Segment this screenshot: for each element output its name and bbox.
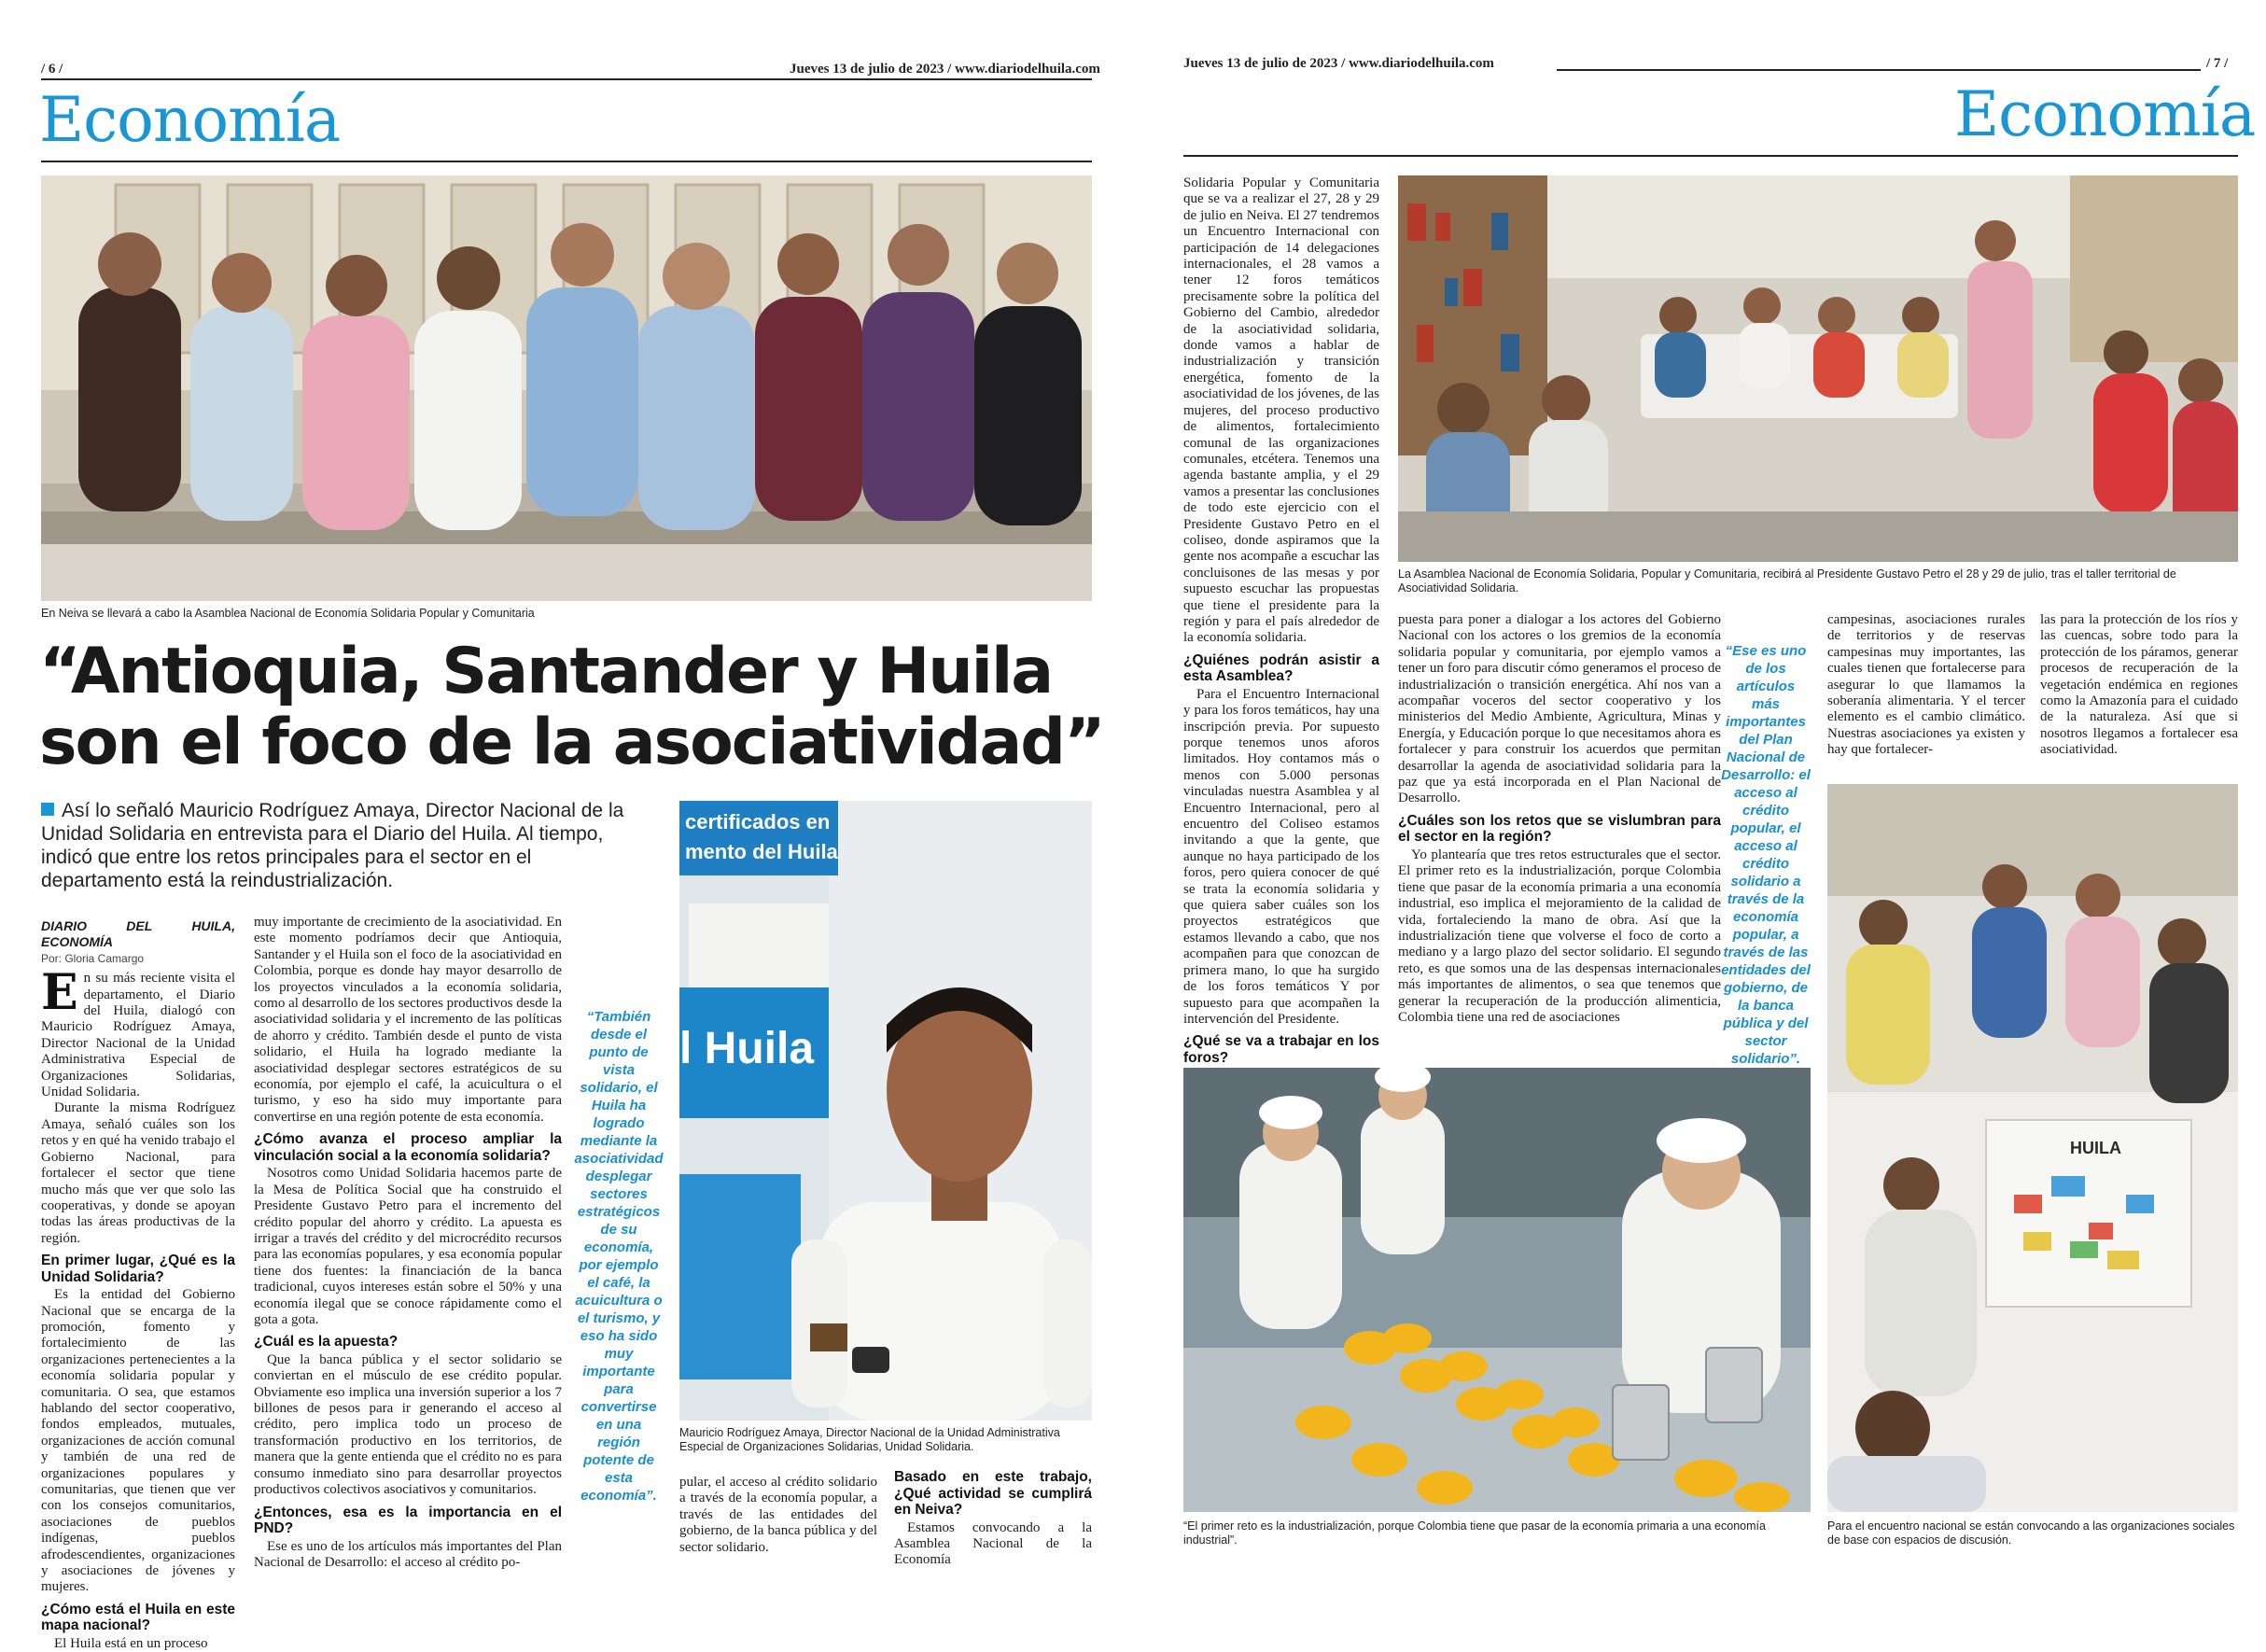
group-photo-caption: En Neiva se llevará a cabo la Asamblea Nacional de Economía Solidaria Popular y Comunitaria: [41, 607, 535, 620]
col2-p1: muy importante de crecimiento de la asociatividad. En este momento podríamos decir que Antioquia, Santander y el Huila son el foco de la asociatividad en Colombia, porque es donde hay mayor desarrollo de los proyectos vinculados a la economía solidaria, como al desarrollo de los sectores productivos desde la asociatividad solidaria y el incremento de las políticas de ahorro y crédito. También desde el punto de vista solidario, el Huila ha logrado mediante la asociatividad desplegar sectores estratégicos de su economía, por ejemplo el café, la acuicultura o el turismo, y eso ha sido muy importante para convertirse en una región potente de esta economía.: [254, 915, 562, 1125]
question-unidad: En primer lugar, ¿Qué es la Unidad Solidaria?: [41, 1253, 235, 1285]
headline-line-2: son el foco de la asociatividad”: [39, 706, 1104, 779]
question-huila-mapa: ¿Cómo está el Huila en este mapa nacional?: [41, 1601, 235, 1634]
discussion-photo-caption: Para el encuentro nacional se están convocando a las organizaciones sociales de base con espacios de discusión.: [1827, 1519, 2235, 1547]
col2-p4: Ese es uno de los artículos más importantes del Plan Nacional de Desarrollo: el acceso al crédito po-: [254, 1538, 562, 1570]
left-column-4: [894, 1469, 1092, 1572]
discussion-photo: [1827, 784, 2238, 1512]
col1-p2: Durante la misma Rodríguez Amaya, señaló cuáles son los retos y en qué ha venido trabajo el Gobierno Nacional, para fortalecer el sector que tiene mucho más que ver que solo las cooperativas, y donde se apoyan todas las áreas productivas de la región.: [41, 1100, 235, 1246]
right-dateline: Jueves 13 de julio de 2023 / www.diariodelhuila.com: [1183, 56, 1494, 71]
right-col2-p2: Yo plantearía que tres retos estructurales que el sector. El primer reto es la industrialización, porque Colombia tiene que pasar de la economía primaria a una economía industrial, eso implica el mejoramiento de la calidad de vida, fortaleciendo la mano de obra. Así que la industrialización tiene que volverse el foco de corto a mediano y a largo plazo del sector solidario. El segundo reto, es que somos una de las despensas internacionales más importantes de alimentos, o sea que tenemos que generar la recuperación de la producción alimenticia, Colombia tiene una red de asociaciones: [1398, 847, 1721, 1025]
right-col1-p2: Para el Encuentro Internacional y para los foros temáticos, hay una inscripción previa. Por supuesto porque tenemos unos aforos limitados. Hoy contamos más o menos con 5.000 personas vinculadas nuestra Asamblea y al Encuentro Internacional, pero al encuentro del Coliseo estamos invitando a que la gente, que aunque no haya participado de los foros, pero quiera conocer de qué se trata la economía solidaria y que quiera saber cuáles son los proyectos estratégicos que estamos llevando a cabo, que nos acompañen para que conozcan de primera mano, lo que ha surgido de los foros temáticos Y por supuesto para que acompañen la intervención del Presidente.: [1183, 686, 1379, 1027]
lead-paragraph: [41, 799, 625, 892]
right-column-1: [1183, 175, 1379, 1066]
right-top-rule: [1557, 69, 2201, 71]
portrait-sign-1: certificados en: [685, 810, 831, 833]
question-vinculacion: ¿Cómo avanza el proceso ampliar la vinculación social a la economía solidaria?: [254, 1131, 562, 1164]
left-top-rule: [41, 78, 1092, 80]
headline-line-1: “Antioquia, Santander y Huila: [39, 635, 1053, 708]
question-pnd: ¿Entonces, esa es la importancia en el PND?: [254, 1504, 562, 1536]
right-col2-p1: puesta para poner a dialogar a los actores del Gobierno Nacional con los actores o los gremios de la economía solidaria popular y comunitaria, por ejemplo vamos a tener un foro para discutir cómo generamos el proceso de industrialización o transición energética. Ahí nos van a acompañar voceros del sector cooperativo y los ministerios del Medio Ambiente, Agricultura, Minas y Energía, y Educación porque lo que necesitamos ahora es fortalecer y para construir los acuerdos que permitan desarrollar la agenda de asociatividad solidaria para la paz que ya está incorporada en el Plan Nacional de Desarrollo.: [1398, 612, 1721, 806]
right-pull-quote: “Ese es uno de los artículos más importantes del Plan Nacional de Desarrollo: el acceso al crédito popular, el acceso al crédito solidario a través de la economía popular, a través de las entidades del gobierno, de la banca pública y del sector solidario”.: [1721, 643, 1811, 1067]
portrait-caption: Mauricio Rodríguez Amaya, Director Nacional de la Unidad Administrativa Especial de Organizaciones Solidarias, Unidad Solidaria.: [679, 1426, 1060, 1453]
question-asistir: ¿Quiénes podrán asistir a esta Asamblea?: [1183, 651, 1379, 685]
col4-p1: Estamos convocando a la Asamblea Nacional de la Economía: [894, 1519, 1092, 1568]
portrait-sign-2: mento del Huila: [685, 840, 838, 863]
right-col4-text: las para la protección de los ríos y las cuencas, sobre todo para la protección de los páramos, generar procesos de recuperación de la vegetación endémica en regiones como la Amazonía para el cuidado de la naturaleza. Así que si nosotros llegamos a fortalecer esa asociatividad.: [2040, 612, 2238, 758]
question-foros: ¿Qué se va a trabajar en los foros?: [1183, 1033, 1379, 1066]
factory-photo: [1183, 1068, 1811, 1512]
right-column-2: [1398, 612, 1721, 1051]
drop-cap: E: [41, 964, 78, 1022]
left-folio: / 6 /: [41, 62, 63, 77]
question-retos: ¿Cuáles son los retos que se vislumbran para el sector en la región?: [1398, 812, 1721, 846]
col3-text: pular, el acceso al crédito solidario a través de la economía popular, a través de las entidades del gobierno, de la banca pública y del sector solidario.: [679, 1475, 877, 1555]
factory-photo-caption: “El primer reto es la industrialización, porque Colombia tiene que pasar de la economía primaria a una economía industrial”.: [1183, 1519, 1766, 1547]
question-neiva: Basado en este trabajo, ¿Qué actividad se cumplirá en Neiva?: [894, 1469, 1092, 1518]
left-dateline: Jueves 13 de julio de 2023 / www.diariodelhuila.com: [790, 62, 1100, 77]
left-column-2: [254, 915, 562, 1570]
author: Por: Gloria Camargo: [41, 951, 145, 965]
col1-p3: Es la entidad del Gobierno Nacional que se encarga de la promoción, fomento y fortalecimiento de las organizaciones pertenecientes a la economía solidaria popular y comunitaria. O sea, que estamos hablando del sector cooperativo, fondos empleados, mutuales, organizaciones de acción comunal y también de una red de organizaciones populares y comunitarias, que tienen que ver con los consejos comunitarios, asociaciones de pueblos indígenas, pueblos afrodescendientes, organizaciones y asociaciones de jóvenes y mujeres.: [41, 1287, 235, 1595]
portrait-photo: [679, 801, 1092, 1421]
left-section-title: Economía: [39, 84, 341, 156]
col1-p1: n su más reciente visita el departamento, el Diario del Huila, dialogó con Mauricio Rodríguez Amaya, Director Nacional de la Unidad Administrativa Especial de Organizaciones Solidarias, Unidad Solidaria.: [41, 971, 235, 1100]
right-col3-text: campesinas, asociaciones rurales de territorios y de reservas campesinas muy importantes, las cuales tienen que fortalecerse para asegurar lo que llamamos la soberanía alimentaria. Y el tercer elemento es el cambio climático. Nuestras asociaciones ya existen y hay que fortalecer-: [1827, 612, 2025, 758]
right-column-4: [2040, 612, 2238, 762]
left-column-3: [679, 1475, 877, 1568]
lead-text: Así lo señaló Mauricio Rodríguez Amaya, Director Nacional de la Unidad Solidaria en entrevista para el Diario del Huila. Al tiempo, indicó que entre los retos principales para el sector en el departamento está la reindustrialización.: [41, 800, 624, 891]
col2-p3: Que la banca pública y el sector solidario se conviertan en el músculo de ese crédito popular. Obviamente eso implica una inversión superior a los 7 billones de pesos para ir generando el acceso al crédito, pero implica todo un proceso de transformación productivo en los territorios, de manera que la gente entienda que el crédito no es para consumo inmediato sino para desarrollar proyectos productivos colectivos asociativos y comunitarios.: [254, 1351, 562, 1498]
lead-bullet: [41, 803, 54, 816]
discussion-map-label: HUILA: [2070, 1139, 2121, 1157]
workshop-photo-caption: La Asamblea Nacional de Economía Solidaria, Popular y Comunitaria, recibirá al Presidente Gustavo Petro el 28 y 29 de julio, tras el taller territorial de Asociatividad Solidaria.: [1398, 567, 2176, 595]
question-apuesta: ¿Cuál es la apuesta?: [254, 1334, 399, 1351]
left-column-1: [41, 918, 235, 1651]
right-col1-p1: Solidaria Popular y Comunitaria que se va a realizar el 27, 28 y 29 de julio en Neiva. El 27 tendremos un Encuentro Internacional con participación de 14 delegaciones internacionales, el 28 vamos a tener 12 foros temáticos precisamente sobre la política del Gobierno del Cambio, alrededor de la asociatividad solidaria, donde vamos a hablar de industrialización y transición energética, fomento de la asociatividad de los jóvenes, de las mujeres, del proceso productivo de alimentos, fortalecimiento comunal de las organizaciones comunales, etcétera. Tenemos una agenda bastante amplia, y el 29 vamos a presentar las conclusiones de todo este ejercicio con el Presidente Gustavo Petro en el coliseo, donde aspiramos que la gente nos acompañe a escuchar las concluisones de las mesas y por supuesto escuchar las propuestas que tiene el presidente para la región y para el país alrededor de la economía solidaria.: [1183, 175, 1379, 646]
right-section-title: Economía: [1954, 78, 2256, 150]
right-column-3: [1827, 612, 2025, 762]
group-photo: [41, 175, 1092, 601]
right-folio: / 7 /: [2206, 56, 2229, 71]
left-pull-quote: “También desde el punto de vista solidario, el Huila ha logrado mediante la asociatividad desplegar sectores estratégicos de su economía, por ejemplo el café, la acuicultura o el turismo, y eso ha sido muy importante para convertirse en una región potente de esta economía”.: [574, 1009, 664, 1504]
col1-p4: El Huila está en un proceso: [54, 1635, 208, 1651]
col2-p2: Nosotros como Unidad Solidaria hacemos parte de la Mesa de Política Social que ha construido el Presidente Gustavo Petro para el incremento del crédito popular del ahorro y crédito. La apuesta es irrigar a través del crédito y del microcrédito recursos para las economías populares, y esa economía popular tiene dos fuentes: la financiación de la banca tradicional, cuyos intereses están sobre el 50% y una economía ilegal que se conoce rápidamente como el gota a gota.: [254, 1166, 562, 1327]
workshop-photo: [1398, 175, 2238, 562]
right-section-rule: [1183, 155, 2238, 157]
byline: DIARIO DEL HUILA, ECONOMÍA: [41, 918, 235, 950]
left-section-rule: [41, 161, 1092, 162]
portrait-sign-3: l Huila: [679, 1024, 815, 1073]
